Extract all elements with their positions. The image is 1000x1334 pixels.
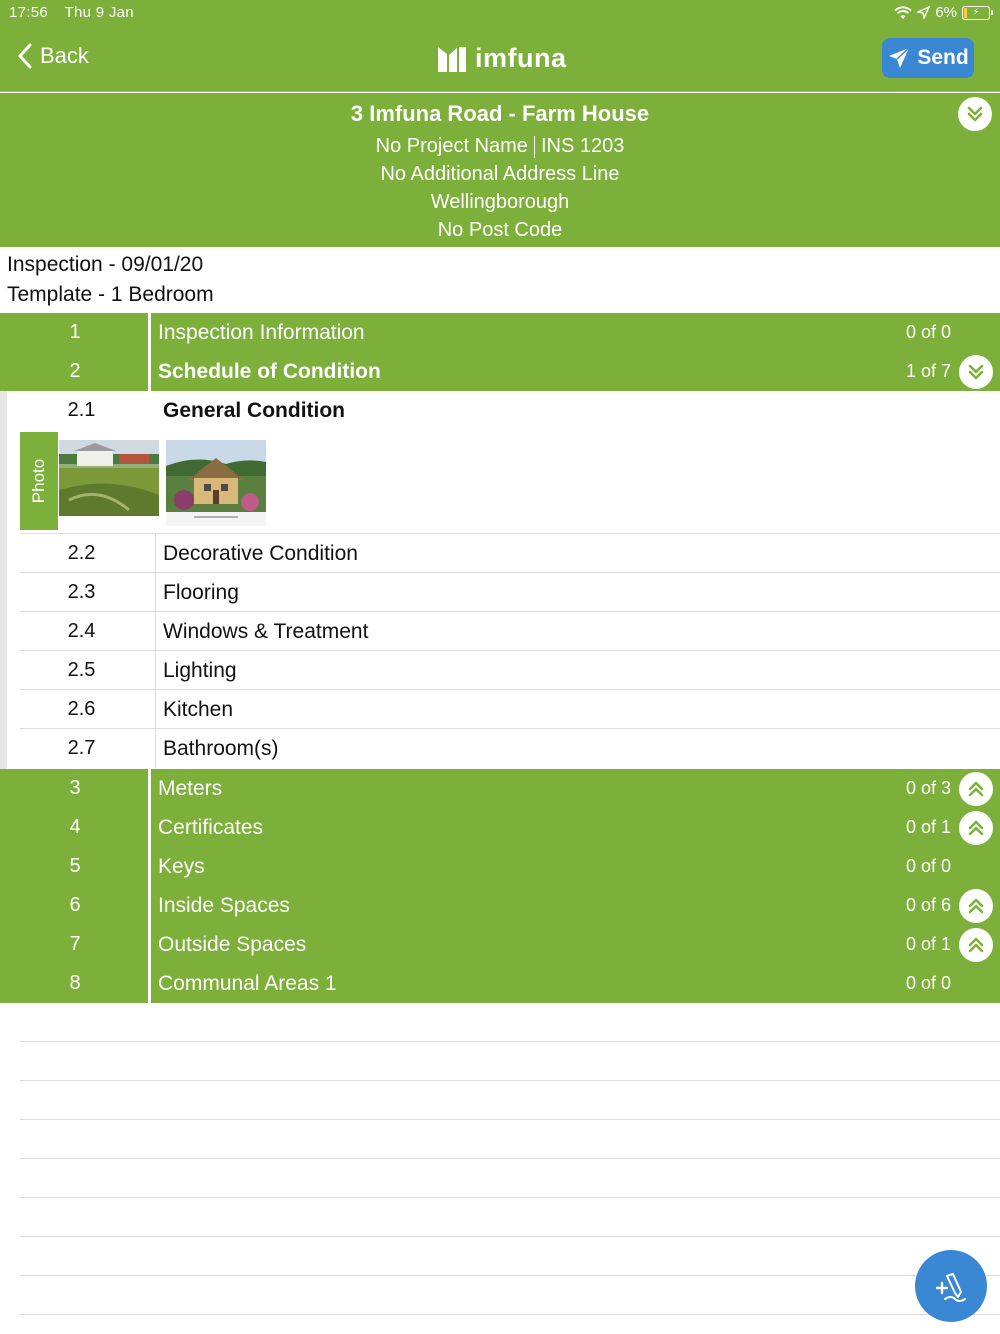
divider [155, 690, 156, 729]
section-row-3[interactable] [0, 769, 1000, 808]
project-reference-line [0, 135, 1000, 158]
section-count: 0 of 1 [905, 817, 951, 837]
sub-item-2-3[interactable] [20, 573, 1000, 612]
empty-row-divider [20, 1275, 1000, 1276]
section-collapse-button[interactable] [959, 355, 993, 389]
divider [148, 964, 151, 1003]
back-button[interactable] [16, 42, 89, 70]
sub-item-label: Bathroom(s) [163, 737, 279, 760]
section-number: 4 [69, 816, 81, 838]
empty-row-divider [20, 1314, 1000, 1315]
status-indicators [894, 4, 990, 21]
sub-item-2-1[interactable] [20, 391, 1000, 430]
status-bar [0, 0, 1000, 26]
chevron-left-icon [16, 42, 34, 70]
section-row-4[interactable] [0, 808, 1000, 847]
section-row-6[interactable] [0, 886, 1000, 925]
battery-icon: ⚡ [962, 6, 990, 20]
sub-item-2-4[interactable] [20, 612, 1000, 651]
address-post-code: No Post Code [437, 219, 563, 241]
section-count: 1 of 7 [905, 361, 951, 381]
section-count: 0 of 0 [905, 322, 951, 342]
section-row-5[interactable] [0, 847, 1000, 886]
photo-tab-label: Photo [29, 458, 48, 504]
section-count: 0 of 0 [905, 856, 951, 876]
divider [148, 886, 151, 925]
section-count: 0 of 3 [905, 778, 951, 798]
section-count: 0 of 1 [905, 934, 951, 954]
schedule-of-condition-items [0, 391, 1000, 769]
indent-bar [0, 391, 7, 769]
sub-item-2-5[interactable] [20, 651, 1000, 690]
sub-item-label: Lighting [163, 659, 237, 682]
section-row-2[interactable] [0, 352, 1000, 391]
section-count: 0 of 0 [905, 973, 951, 993]
section-label: Outside Spaces [158, 933, 307, 956]
cottage-photo-icon [166, 440, 266, 526]
farmhouse-photo-icon [59, 440, 159, 516]
logo-wordmark: imfuna [475, 43, 567, 73]
photo-thumbnail-2[interactable] [166, 440, 266, 526]
empty-row-divider [20, 1119, 1000, 1120]
section-expand-button[interactable] [959, 811, 993, 845]
sub-item-label: Kitchen [163, 698, 234, 721]
project-name: No Project Name [375, 135, 528, 157]
logo-mark-icon [437, 45, 467, 73]
section-number: 1 [69, 321, 81, 343]
inspection-reference: INS 1203 [540, 135, 625, 157]
section-label: Inspection Information [158, 321, 365, 344]
divider [148, 769, 151, 808]
empty-row-divider [20, 1197, 1000, 1198]
sub-item-2-2[interactable] [20, 534, 1000, 573]
photo-tab[interactable] [20, 432, 58, 530]
divider [155, 612, 156, 651]
send-button[interactable] [882, 38, 974, 78]
section-label: Certificates [158, 816, 264, 839]
divider [155, 651, 156, 690]
divider [148, 925, 151, 964]
status-time: 17:56 [9, 4, 49, 21]
section-expand-button[interactable] [959, 772, 993, 806]
section-number: 8 [69, 972, 81, 994]
empty-row-divider [20, 1041, 1000, 1042]
empty-row-divider [20, 1158, 1000, 1159]
section-number: 7 [69, 933, 81, 955]
sub-item-label: Decorative Condition [163, 542, 358, 565]
inspection-summary [7, 250, 214, 310]
sub-item-label: Windows & Treatment [163, 620, 369, 643]
sub-item-number: 2.4 [67, 620, 96, 642]
back-label: Back [40, 43, 89, 68]
divider [148, 847, 151, 886]
location-icon [917, 6, 930, 19]
photo-strip [20, 430, 1000, 534]
sub-item-number: 2.2 [67, 542, 96, 564]
section-number: 2 [69, 360, 81, 382]
sub-item-number: 2.6 [67, 698, 96, 720]
add-annotation-icon [931, 1266, 971, 1306]
section-row-7[interactable] [0, 925, 1000, 964]
battery-percent: 6% [935, 4, 957, 21]
property-title: 3 Imfuna Road - Farm House [350, 101, 650, 126]
double-chevron-up-icon [966, 935, 986, 955]
section-label: Communal Areas 1 [158, 972, 337, 995]
wifi-icon [894, 6, 912, 20]
double-chevron-down-icon [965, 104, 985, 124]
inspection-date: Inspection - 09/01/20 [7, 253, 204, 276]
status-time-date [9, 4, 134, 21]
sub-item-2-6[interactable] [20, 690, 1000, 729]
section-expand-button[interactable] [959, 928, 993, 962]
section-row-8[interactable] [0, 964, 1000, 1003]
section-label: Inside Spaces [158, 894, 290, 917]
sub-item-2-7[interactable] [20, 729, 1000, 768]
imfuna-logo [437, 43, 567, 74]
double-chevron-down-icon [966, 362, 986, 382]
nav-bar [0, 26, 1000, 92]
status-date: Thu 9 Jan [64, 4, 134, 21]
divider [148, 808, 151, 847]
sub-item-number: 2.3 [67, 581, 96, 603]
section-row-1[interactable] [0, 313, 1000, 352]
divider [155, 534, 156, 573]
section-number: 3 [69, 777, 81, 799]
sub-item-label: Flooring [163, 581, 239, 604]
section-number: 5 [69, 855, 81, 877]
paper-plane-icon [887, 46, 911, 70]
separator [534, 136, 535, 158]
photo-thumbnail-1[interactable] [59, 440, 159, 516]
sub-item-number: 2.1 [67, 399, 96, 421]
sub-item-label: General Condition [163, 399, 346, 422]
sub-item-number: 2.7 [67, 737, 96, 759]
sub-item-number: 2.5 [67, 659, 96, 681]
add-annotation-button[interactable] [915, 1250, 987, 1322]
address-line: No Additional Address Line [380, 163, 620, 185]
property-expand-button[interactable] [958, 97, 992, 131]
section-label: Keys [158, 855, 205, 878]
section-count: 0 of 6 [905, 895, 951, 915]
divider [155, 573, 156, 612]
send-label: Send [917, 46, 969, 69]
address-town: Wellingborough [430, 191, 570, 213]
section-number: 6 [69, 894, 81, 916]
section-expand-button[interactable] [959, 889, 993, 923]
double-chevron-up-icon [966, 779, 986, 799]
section-label: Schedule of Condition [158, 360, 381, 383]
double-chevron-up-icon [966, 818, 986, 838]
empty-row-divider [20, 1236, 1000, 1237]
empty-row-divider [20, 1080, 1000, 1081]
section-label: Meters [158, 777, 223, 800]
double-chevron-up-icon [966, 896, 986, 916]
divider [155, 729, 156, 768]
inspection-template: Template - 1 Bedroom [7, 283, 214, 306]
property-header [0, 93, 1000, 247]
divider [148, 352, 151, 391]
divider [148, 313, 151, 352]
